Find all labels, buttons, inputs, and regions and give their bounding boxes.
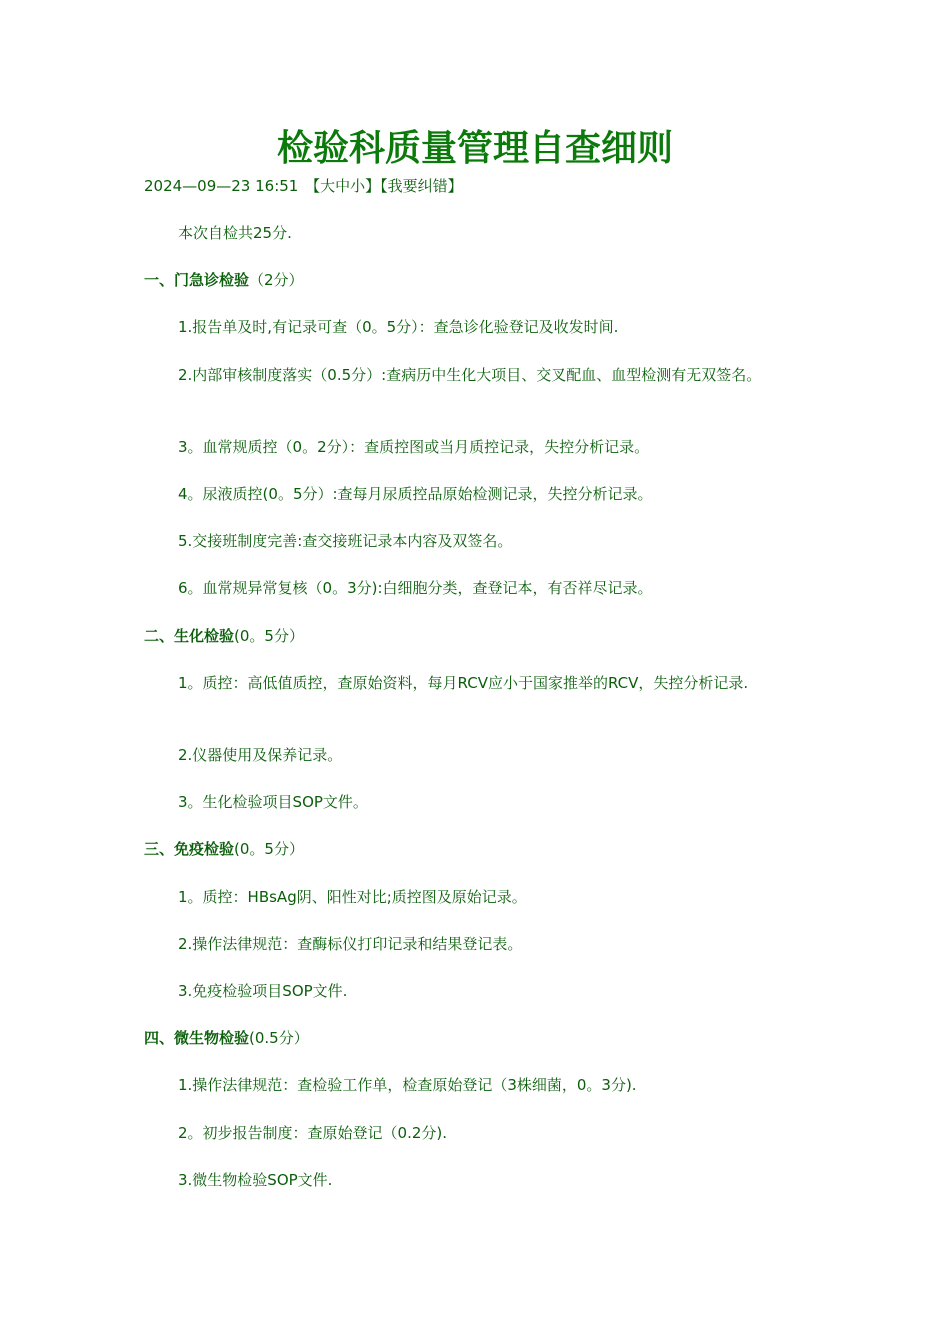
section-score: (0.5分）: [249, 1029, 309, 1047]
section-title: 三、免疫检验: [144, 840, 235, 858]
list-item: 2.仪器使用及保养记录。: [178, 746, 343, 764]
list-item: 5.交接班制度完善:查交接班记录本内容及双签名。: [178, 532, 513, 550]
list-item: 2.操作法律规范：查酶标仪打印记录和结果登记表。: [178, 935, 523, 953]
report-error-link[interactable]: 【我要纠错】: [380, 177, 463, 195]
section-title: 二、生化检验: [144, 627, 235, 645]
publish-datetime: 2024—09—23 16:51: [144, 177, 299, 195]
list-item: 2。初步报告制度：查原始登记（0.2分).: [178, 1124, 448, 1142]
section-score: (0。5分）: [234, 840, 304, 858]
list-item: 1.操作法律规范：查检验工作单，检查原始登记（3株细菌，0。3分).: [178, 1076, 637, 1094]
section-score: （2分）: [249, 271, 304, 289]
list-item: 3.免疫检验项目SOP文件.: [178, 982, 348, 1000]
list-item: 1。质控：高低值质控，查原始资料，每月RCV应小于国家推举的RCV，失控分析记录.: [178, 674, 749, 692]
section-title: 四、微生物检验: [144, 1029, 250, 1047]
intro-text: 本次自检共25分.: [178, 224, 292, 242]
section-score: (0。5分）: [234, 627, 304, 645]
section-heading: [144, 268, 809, 292]
section-heading: [144, 1026, 809, 1050]
page-title: 检验科质量管理自查细则: [276, 127, 673, 169]
list-item: 3。血常规质控（0。2分）：查质控图或当月质控记录，失控分析记录。: [178, 438, 650, 456]
list-item: 1。质控：HBsAg阴、阳性对比;质控图及原始记录。: [178, 888, 527, 906]
list-item: 4。尿液质控(0。5分）:查每月尿质控品原始检测记录，失控分析记录。: [178, 485, 653, 503]
font-size-links[interactable]: 【大中小】: [305, 177, 381, 195]
list-item: 3.微生物检验SOP文件.: [178, 1171, 333, 1189]
section-heading: [144, 837, 809, 861]
section-heading: [144, 624, 809, 648]
list-item: 6。血常规异常复核（0。3分):白细胞分类，查登记本，有否祥尽记录。: [178, 579, 653, 597]
section-title: 一、门急诊检验: [144, 271, 250, 289]
list-item: 1.报告单及时,有记录可查（0。5分）：查急诊化验登记及收发时间.: [178, 318, 619, 336]
article-meta: [144, 176, 463, 196]
list-item: 3。生化检验项目SOP文件。: [178, 793, 368, 811]
list-item: 2.内部审核制度落实（0.5分）:查病历中生化大项目、交叉配血、血型检测有无双签名。: [178, 366, 762, 384]
